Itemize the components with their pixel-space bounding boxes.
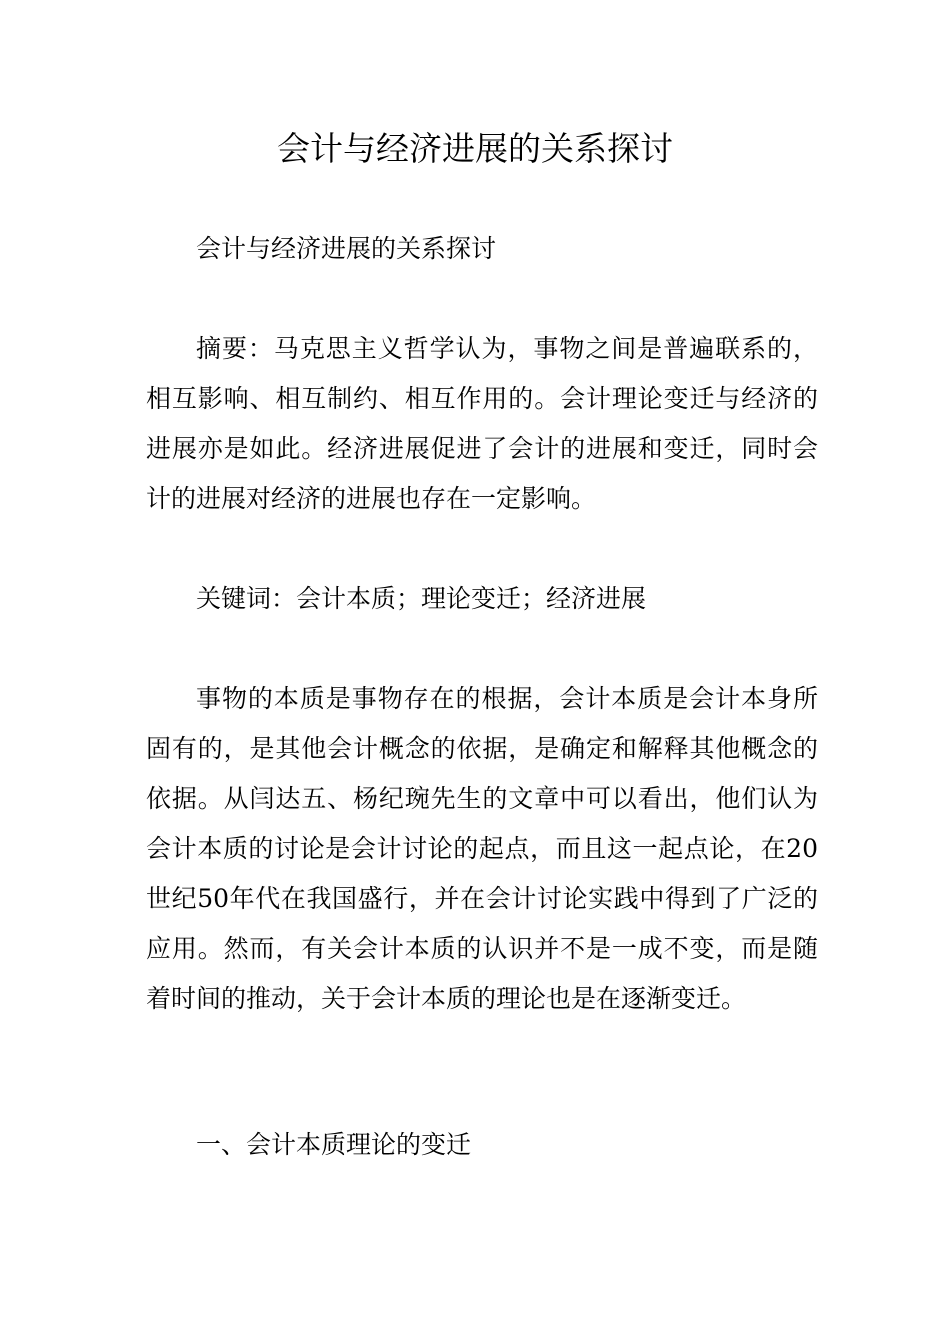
document-title: 会计与经济进展的关系探讨	[277, 129, 673, 168]
abstract-paragraph: 摘要：马克思主义哲学认为，事物之间是普遍联系的，相互影响、相互制约、相互作用的。会计理论变迁与经济的进展亦是如此。经济进展促进了会计的进展和变迁，同时会计的进展对经济的进展也存在一定影响。	[146, 334, 818, 513]
document-subtitle: 会计与经济进展的关系探讨	[196, 234, 497, 263]
keywords-paragraph: 关键词：会计本质；理论变迁；经济进展	[196, 584, 647, 613]
body-paragraph: 事物的本质是事物存在的根据，会计本质是会计本身所固有的，是其他会计概念的依据，是确定和解释其他概念的依据。从闫达五、杨纪琬先生的文章中可以看出，他们认为会计本质的讨论是会计讨论的起点，而且这一起点论，在20世纪50年代在我国盛行，并在会计讨论实践中得到了广泛的应用。然而，有关会计本质的认识并不是一成不变，而是随着时间的推动，关于会计本质的理论也是在逐渐变迁。	[146, 684, 818, 1013]
section-heading: 一、会计本质理论的变迁	[196, 1130, 472, 1159]
